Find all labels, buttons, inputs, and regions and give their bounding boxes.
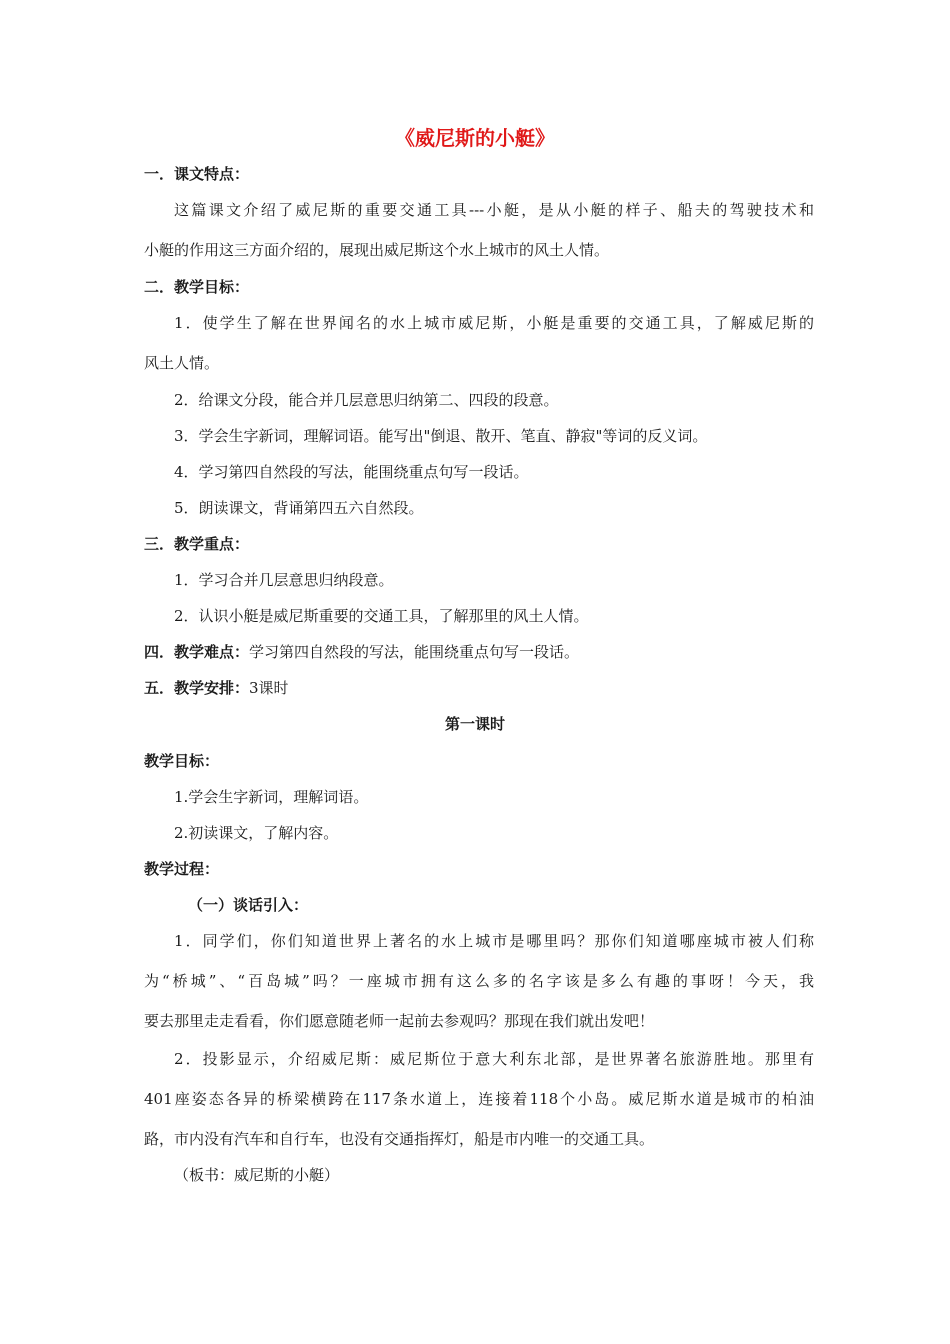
section-heading-schedule: 五．教学安排： (144, 679, 250, 697)
list-item: 2.初读课文，了解内容。 (174, 824, 339, 842)
section-heading-features: 一．课文特点： (144, 165, 250, 183)
list-item: 4．学习第四自然段的写法，能围绕重点句写一段话。 (174, 463, 529, 481)
step-heading: （一）谈话引入： (188, 896, 309, 914)
list-item: 2．认识小艇是威尼斯重要的交通工具，了解那里的风土人情。 (174, 607, 589, 625)
section-heading-key-points: 三．教学重点： (144, 535, 250, 553)
list-item: 1．学习合并几层意思归纳段意。 (174, 571, 394, 589)
paragraph-line: 路，市内没有汽车和自行车，也没有交通指挥灯，船是市内唯一的交通工具。 (144, 1130, 655, 1148)
list-item-continuation: 风土人情。 (144, 354, 220, 372)
list-item: 5．朗读课文，背诵第四五六自然段。 (174, 499, 424, 517)
board-note: （板书：威尼斯的小艇） (174, 1166, 340, 1184)
lesson-title: 第一课时 (444, 715, 505, 733)
paragraph-line: 小艇的作用这三方面介绍的，展现出威尼斯这个水上城市的风土人情。 (144, 241, 610, 259)
paragraph-line: 401座姿态各异的桥梁横跨在117条水道上，连接着118个小岛。威尼斯水道是城市的柏油 (144, 1090, 814, 1108)
list-item: 2．给课文分段，能合并几层意思归纳第二、四段的段意。 (174, 391, 559, 409)
list-item: 1．使学生了解在世界闻名的水上城市威尼斯，小艇是重要的交通工具，了解威尼斯的 (174, 314, 814, 332)
section-heading-goals: 二．教学目标： (144, 278, 250, 296)
section-schedule (144, 678, 814, 698)
document-title: 《威尼斯的小艇》 (395, 126, 555, 150)
paragraph-line: 2．投影显示，介绍威尼斯：威尼斯位于意大利东北部，是世界著名旅游胜地。那里有 (174, 1050, 814, 1068)
paragraph-line: 为“桥城”、“百岛城”吗？一座城市拥有这么多的名字该是多么有趣的事呀！今天，我 (144, 972, 814, 990)
section-heading-difficulty: 四．教学难点： (144, 643, 250, 661)
paragraph-line: 这篇课文介绍了威尼斯的重要交通工具---小艇，是从小艇的样子、船夫的驾驶技术和 (174, 201, 814, 219)
process-heading: 教学过程： (144, 860, 220, 878)
lesson-goals-heading: 教学目标： (144, 752, 220, 770)
section-difficulty (144, 642, 814, 662)
list-item: 3．学会生字新词，理解词语。能写出"倒退、散开、笔直、静寂"等词的反义词。 (174, 427, 708, 445)
list-item: 1.学会生字新词，理解词语。 (174, 788, 369, 806)
schedule-text: 3课时 (249, 679, 289, 697)
difficulty-text: 学习第四自然段的写法，能围绕重点句写一段话。 (249, 643, 580, 661)
paragraph-line: 1．同学们，你们知道世界上著名的水上城市是哪里吗？那你们知道哪座城市被人们称 (174, 932, 814, 950)
paragraph-line: 要去那里走走看看，你们愿意随老师一起前去参观吗？那现在我们就出发吧！ (144, 1012, 655, 1030)
